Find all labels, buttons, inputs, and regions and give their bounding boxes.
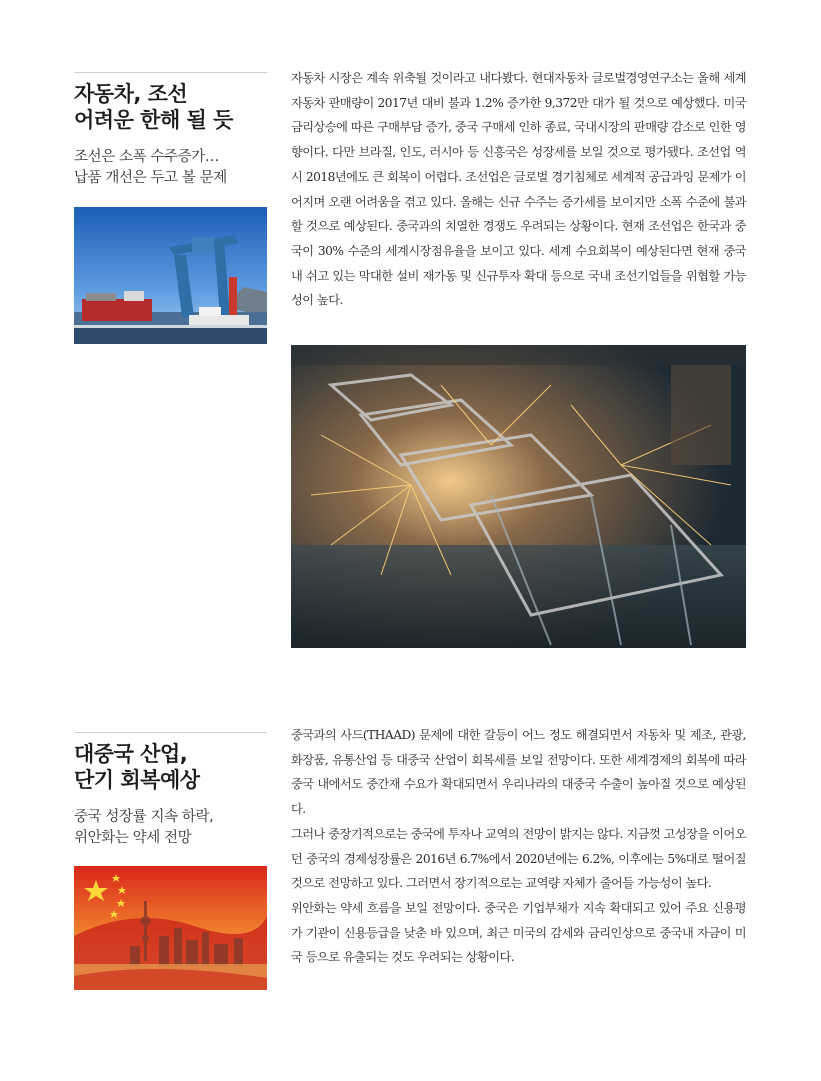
section1-subhead [74,147,267,189]
section2-paragraph-2: 그러나 중장기적으로는 중국에 투자나 교역의 전망이 밝지는 않다. 지금껏 고성장을 이어오던 중국의 경제성장률은 2016년 6.7%에서 2020년에는 6.2%, 이후에는 5%대로 떨어질 것으로 전망하고 있다. 그러면서 장기적으로는 교역량 자체가 줄어들 가능성이 높다. [291,826,746,891]
section2-rule [74,732,267,733]
section2-subhead [74,807,267,849]
shipyard-crane-image [74,207,267,344]
section2-subhead-line2: 위안화는 약세 전망 [74,830,192,846]
section2-paragraph-1: 중국과의 사드(THAAD) 문제에 대한 갈등이 어느 정도 해결되면서 자동차 및 제조, 관광, 화장품, 유통산업 등 대중국 산업이 회복세를 보일 전망이다. 또한 세계경제의 회복에 따라 중국 내에서도 중간재 수요가 확대되면서 우리나라의 대중국 수출이 높아질 것으로 예상된다. [291,728,746,817]
section2-body [291,723,746,970]
section2-sidebar [74,732,267,849]
section1-subhead-line1: 조선은 소폭 수주증가… [74,149,219,165]
section1-rule [74,72,267,73]
section2-paragraph-3: 위안화는 약세 흐름을 보일 전망이다. 중국은 기업부채가 지속 확대되고 있어 주요 신용평가 기관이 신용등급을 낮춘 바 있으며, 최근 미국의 감세와 금리인상으로 중국내 자금이 미국 등으로 유출되는 것도 우려되는 상황이다. [291,900,746,965]
section1-body [291,66,746,313]
china-flag-skyline-image [74,866,267,990]
section1-subhead-line2: 납품 개선은 두고 볼 문제 [74,170,227,186]
section1-sidebar [74,72,267,189]
section2-heading-line1: 대중국 산업, [74,742,188,766]
section2-heading [74,741,267,793]
section1-heading-line1: 자동차, 조선 [74,82,188,106]
section1-heading [74,81,267,133]
section2-subhead-line1: 중국 성장률 지속 하락, [74,809,214,825]
section2-heading-line2: 단기 회복예상 [74,768,200,792]
section1-body-paragraph: 자동차 시장은 계속 위축될 것이라고 내다봤다. 현대자동차 글로벌경영연구소는 올해 세계자동차 판매량이 2017년 대비 불과 1.2% 증가한 9,372만 대가 될 것으로 예상했다. 미국 금리상승에 따른 구매부담 증가, 중국 구매세 인하 종료, 국내시장의 판매량 감소로 인한 영향이다. 다만 브라질, 인도, 러시아 등 신흥국은 성장세를 보일 것으로 평가됐다. 조선업 역시 2018년에도 큰 회복이 어렵다. 조선업은 글로벌 경기침체로 세계적 공급과잉 문제가 이어지며 오랜 어려움을 겪고 있다. 올해는 신규 수주는 증가세를 보이지만 소폭 수준에 불과할 것으로 예상된다. 중국과의 치열한 경쟁도 우려되는 상황이다. 현재 조선업은 한국과 중국이 30% 수준의 세계시장점유율을 보이고 있다. 세계 수요회복이 예상된다면 현재 중국 내 쉬고 있는 막대한 설비 재가동 및 신규투자 확대 등으로 국내 조선기업들을 위협할 가능성이 높다. [291,71,746,308]
section1-heading-line2: 어려운 한해 될 듯 [74,108,233,132]
car-assembly-line-image [291,345,746,648]
